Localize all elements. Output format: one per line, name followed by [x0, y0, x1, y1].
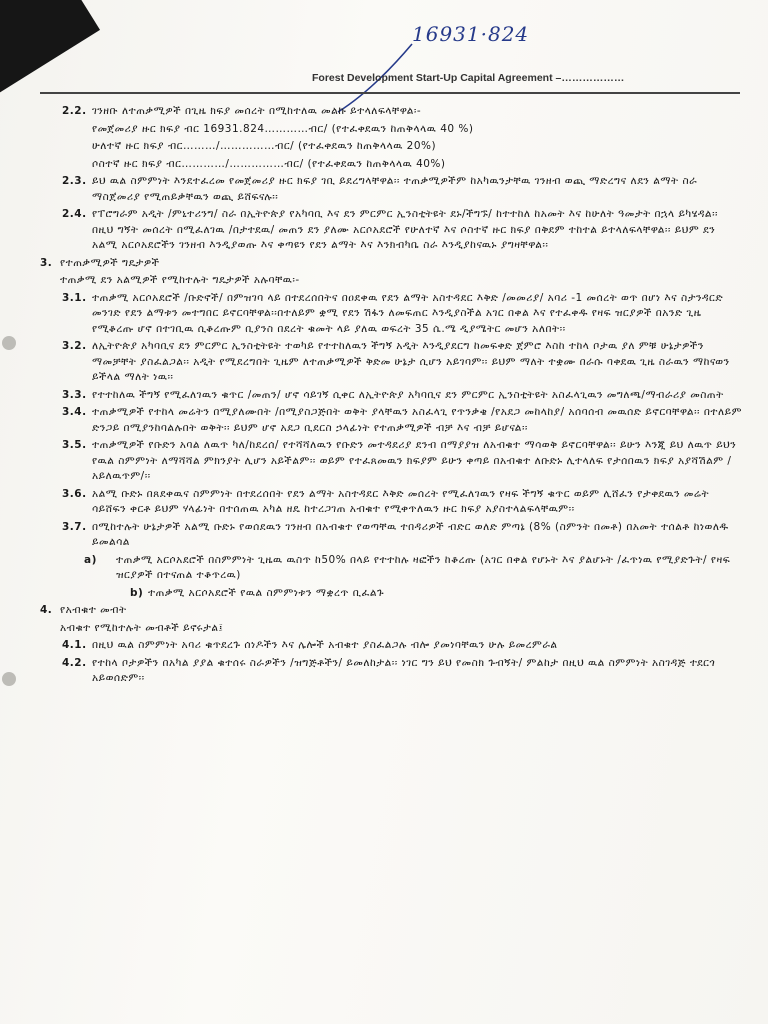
clause-a	[30, 553, 742, 584]
clause-text: አብቁተ የሚከተሉት መብቶች ይኖሩታል፤	[60, 621, 224, 634]
clause-36	[30, 487, 742, 518]
clause-number: 4.2.	[62, 656, 87, 669]
clause-text: የመጀመሪያ ዙር ክፍያ ብር 16931.824…………ብር/ (የተፈቀደዉን ከጠቅላላዉ 40 %)	[92, 122, 474, 135]
clause-text: ገንዘቡ ለተጠቃሚዎች በጊዜ ክፍያ መሰረት በሚከተለዉ መልኩ ይተላለፍላቸዋል፡-	[92, 105, 422, 117]
clause-number: 3.7.	[62, 520, 87, 533]
clause-31	[30, 291, 742, 338]
clause-text: ሶስተኛ ዙር ክፍያ ብር…………/……………ብር/ (የተፈቀደዉን ከጠቅላላዉ 40%)	[92, 157, 446, 170]
clause-number: 3.1.	[62, 291, 87, 304]
clause-text: የአብቁተ መብት	[60, 604, 127, 616]
clause-text: ተጠቃሚ አርሶአደሮች በስምምነት ጊዜዉ ዉስጥ ከ50% በላይ የተተከሉ ዛፎችን ከቆረጡ (አገር በቀል የሆኑት እና ያልሆኑት /ፈጥነዉ የሚያድጉት/ የዛፍ ዝርያዎች በተናጠል ተቆጥረዉ)	[116, 553, 731, 581]
clause-text: የፐሮግራም አዲት /ምኒተሪንግ/ ስራ በኢትዮጵያ የአካባቢ እና ደን ምርምር ኢንስቲትዩት ደኑ/ችግኙ/ ከተተከለ ከአመት እና ከሁለት ዓመታት በኋላ ይካሄዳል፡፡ በዚህ ግኝት መሰረት በሚፈለገዉ /በታተደዉ/ መጠን ደን ያለሙ አርሶአደሮች የሁለተኛ እና ሶስተኛ ዙር ክፍያ በቅደም ተከተል ይተላለፍላቸዋል፡፡ ይህም ደን አልሚ አርሶአደሮችን ገንዘብ እንዲያወጡ እና ቀጣዩን የደን ልማት እና እንክብካቤ ስራ እንዲያከናዉኑ ያግዛቸዋል፡፡	[92, 208, 719, 251]
clause-number: 4.	[40, 604, 53, 616]
punch-hole	[2, 336, 16, 350]
clause-3	[30, 256, 742, 272]
clause-23	[30, 174, 742, 205]
clause-number: b)	[130, 586, 144, 599]
clause-line-1	[30, 122, 742, 138]
clause-number: a)	[84, 553, 97, 566]
clause-number: 2.2.	[62, 105, 87, 117]
punch-hole	[2, 672, 16, 686]
clause-number: 2.4.	[62, 208, 87, 220]
clause-22	[30, 104, 742, 120]
scan-shadow	[0, 0, 100, 93]
clause-35	[30, 438, 742, 485]
document-body	[30, 104, 742, 689]
clause-b	[30, 586, 742, 602]
clause-number: 4.1.	[62, 639, 87, 651]
clause-number: 2.3.	[62, 175, 87, 187]
clause-37	[30, 520, 742, 551]
clause-line-2	[30, 139, 742, 155]
clause-42	[30, 656, 742, 687]
clause-text: የተተከለዉ ችግኝ የሚፈለገዉን ቁጥር /መጠን/ ሆኖ ሳይገኝ ሲቀር ለኢትዮጵያ አካባቢና ደን ምርምር ኢንስቲትዩት አስፈላጊዉን መግለጫ/ማብራሪያ መስጠት	[92, 388, 724, 401]
clause-number: 3.2.	[62, 340, 87, 352]
clause-text: ተጠቃሚዎች የተከላ መሬትን በሚያለሙበት /በሚያስጋጅበት ወቅት ያላቸዉን አስፈላጊ የጥንቃቄ /የአደጋ መከላከያ/ አሰባሰብ መዉሰድ ይኖርባቸዋል፡፡ በተለይም ድንጋይ በሚያንከባልሉበት ወቅት፡፡ ይህም ሆኖ አደጋ ቢደርስ ኃላፊነት የተጠቃሚዎች ብቻ እና ብቻ ይሆናል፡፡	[92, 406, 742, 434]
clause-24	[30, 207, 742, 254]
handwritten-amount: 16931·824	[412, 22, 530, 46]
page-header: Forest Development Start-Up Capital Agreement –………………	[312, 72, 625, 84]
clause-4	[30, 603, 742, 619]
clause-33	[30, 388, 742, 404]
clause-number: 3.5.	[62, 439, 87, 451]
clause-text: አልሚ ቡድኑ በጸደቀዉና ስምምነት በተደረሰበት የደን ልማት አስተዳደር እቅድ መሰረት የሚፈለገዉን የዛፍ ችግኝ ቁጥር ወይም ሊሸፈን የታቀደዉን መሬት ሳይሸፍን ቀርቶ ይህም ሃላፊነት በተሰጠዉ አካል ዘዴ ከተረጋገጠ አብቁተ የሚቀጥለዉን ዙር ክፍያ አያስተላልፍላቸዉም፡፡	[92, 487, 710, 515]
clause-text: የተከላ ቦታዎችን በአካል ያያል ቁተሰሩ ስራዎችን /ዝግጅቶችን/ ይመለከታል፡፡ ነገር ግን ይህ የመስክ ጉብኝት/ ምልከታ በዚህ ዉል ስምምነት አስገዳጅ ተደርጎ አይወሰድም፡፡	[92, 656, 716, 684]
clause-text: ለኢትዮጵያ አካባቢና ደን ምርምር ኢንስቲትዩት ተወካይ የተተከለዉን ችግኝ አዲት እንዲያደርግ ከመፍቀድ ጀምሮ እስከ ተከላ ቦታዉ ያለ ምቹ ሁኔታዎችን ማመቻቸት ያስፈልጋል፡፡ አዲት የሚደረግበት ጊዜም ለተጠቃሚዎች ቅድመ ሁኔታ ሲሆን አይገባም፡፡ ይህም ማለት ተቋሙ በራሱ ባቀደዉ ጊዜ ስራዉን ማከናወን ይችላል ማለት ነዉ፡፡	[92, 340, 730, 383]
clause-text: በዚህ ዉል ስምምነት አባሪ ቁጥደረጉ ሰነዶችን እና ሌሎች አብቁተ ያስፈልጋሉ ብሎ ያመነባቸዉን ሁሉ ይመረምራል	[92, 639, 558, 651]
clause-41	[30, 638, 742, 654]
clause-line-3	[30, 157, 742, 173]
clause-32	[30, 339, 742, 386]
clause-text: በሚከተሉት ሁኔታዎች አልሚ ቡድኑ የወሰደዉን ገንዘብ በአብቁተ የወጣቸዉ ተበዳሪዎች ብድር ወለድ ምጣኔ (8% (ስምንት በመቶ) በአመት ተሰልቶ ከነወለዱ ይመልሳል	[92, 520, 729, 548]
clause-line-7	[30, 273, 742, 289]
header-rule	[40, 92, 740, 94]
clause-text: ይህ ዉል ስምምነት እንደተፈረመ የመጀመሪያ ዙር ክፍያ ገቢ ይደረግላቸዋል፡፡ ተጠቃሚዎችም ከአካዉንታቸዉ ገንዘብ ወጪ ማድረግና ለደን ልማት ስራ ማስጀመሪያ የሚጠይቃቸዉን ወጪ ይሸፍናሉ፡፡	[92, 175, 698, 203]
clause-text: ተጠቃሚ አርሶአደሮች የዉል ስምምነቱን ማቋረጥ ቢፈልጉ	[148, 586, 385, 599]
clause-34	[30, 405, 742, 436]
clause-text: ተጠቃሚ አርሶአደሮች /ቡድኖች/ በምዝገባ ላይ በተደረሰበትና በዐደቀዉ የደን ልማት አስተዳደር እቅድ /መመሪያ/ አባሪ -1 መሰረት ወጥ በሆነ እና ስታንዳርድ መንገድ የደን ልማቱን መተግበር ይኖርባቸዋል፡፡በተለይም ቋሚ የደን ሽፋን ለመፍጠር እንዲያስችል አገር በቀል እና የተፈቀዱ የዛፍ ዝርያዎች በአንድ ጊዜ የሚቆረጡ ሆኖ በተገቢዉ ሲቆረጡም ቢያንስ በደረት ቁመት ላይ ያለዉ ወፍረት 35 ሴ.ሜ ዲያሜትር መሆን አለበት፡፡	[92, 291, 724, 335]
clause-number: 3.3.	[62, 388, 87, 401]
clause-number: 3.	[40, 256, 53, 269]
clause-text: የተጠቃሚዎች ግዴታዎች	[60, 256, 160, 269]
clause-line-18	[30, 621, 742, 637]
clause-text: ተጠቃሚ ደን አልሚዎች የሚከተሉት ግዴታዎች አሉባቸዉ፡-	[60, 274, 300, 286]
clause-text: ተጠቃሚዎች የቡድን አባል ለዉጥ ካለ/ከደረሰ/ የተሻሻለዉን የቡድን መተዳደሪያ ደንብ በማያያዝ ለአብቁተ ማሳወቅ ይኖርባቸዋል፡፡ ይሁን እንጂ ይህ ለዉጥ ይህን የዉል ስምምነት ለማሻሻል ምክንያት ሊሆን አይችልም፡፡ ወይም የተፈጸመዉን ክፍያም ይሁን ቀጣይ በአብቁተ ለቡድኑ ሊተላለፍ የታሰበዉን ክፍያ አያሻሽልም /አይለዉጥም/፡፡	[92, 439, 737, 482]
clause-number: 3.4.	[62, 406, 87, 418]
clause-text: ሁለተኛ ዙር ክፍያ ብር………/……………ብር/ (የተፈቀደዉን ከጠቅላላዉ 20%)	[92, 140, 437, 152]
clause-number: 3.6.	[62, 487, 87, 500]
